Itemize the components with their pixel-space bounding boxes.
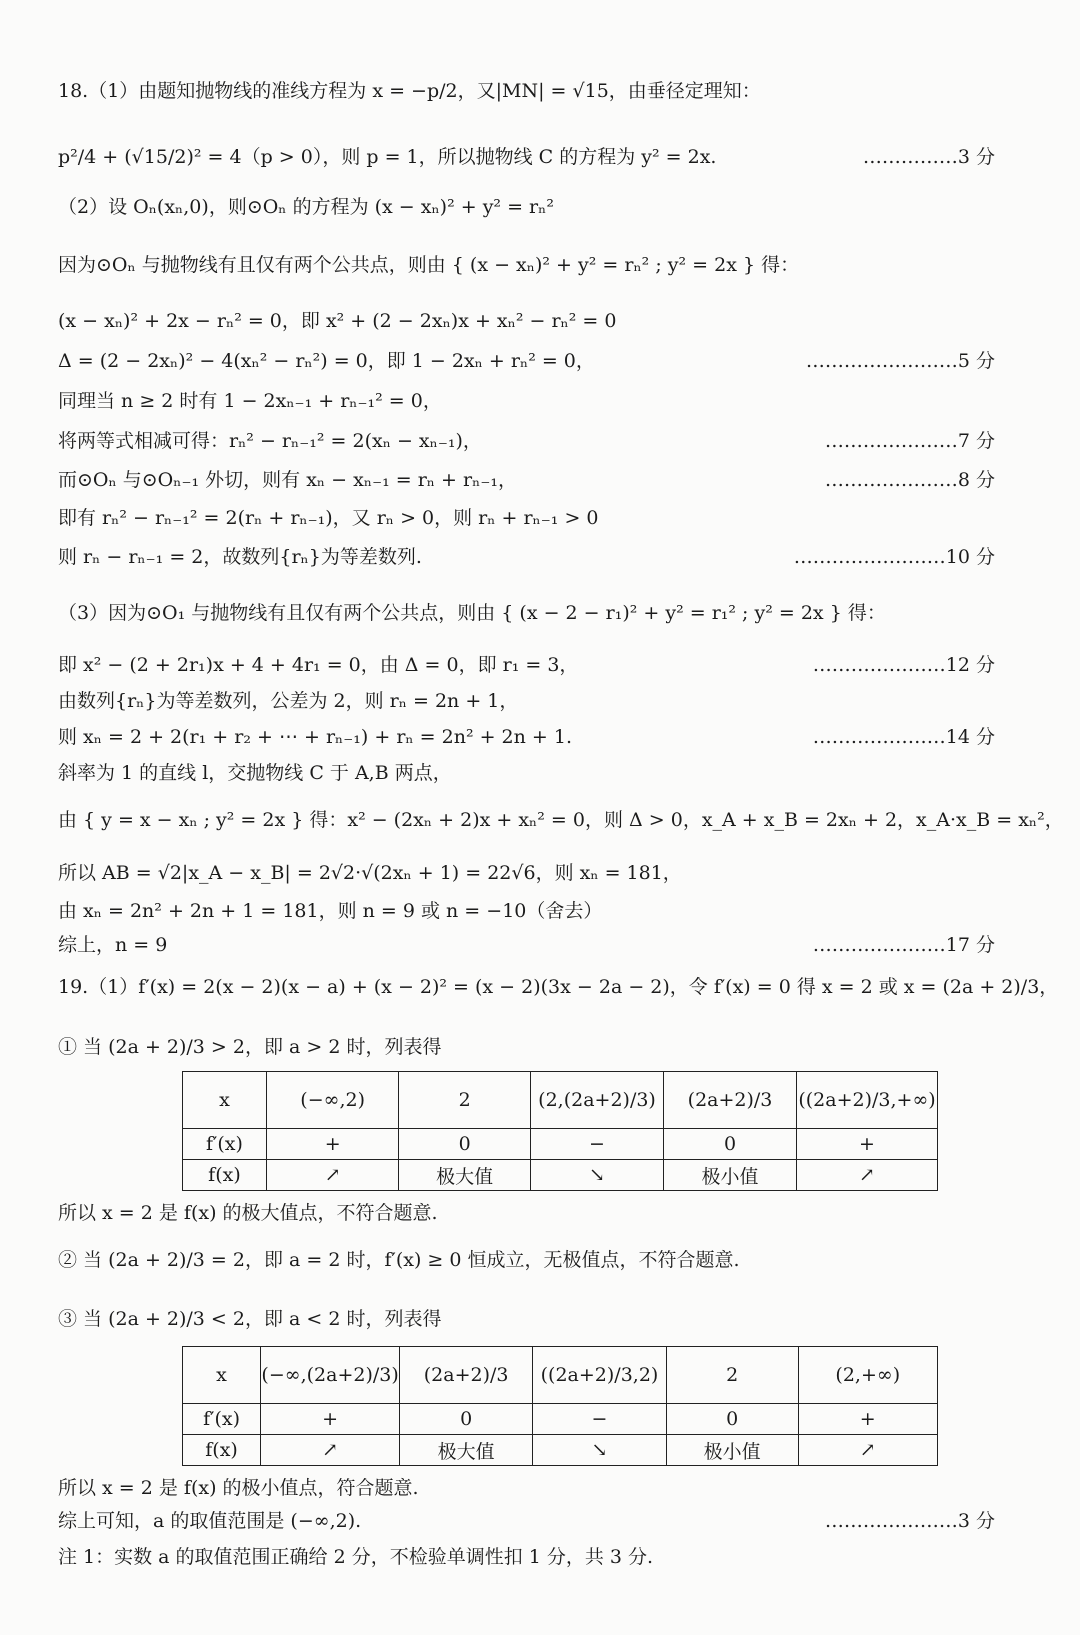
score-mark: …………………8 分 bbox=[824, 469, 995, 491]
table-cell: + bbox=[797, 1129, 938, 1160]
text-line: ③ 当 (2a + 2)/3 < 2，即 a < 2 时，列表得 bbox=[58, 1308, 442, 1330]
table-cell: + bbox=[261, 1404, 400, 1435]
table-cell: ↗ bbox=[261, 1435, 400, 1466]
table-cell: f′(x) bbox=[183, 1129, 267, 1160]
table-cell: ↘ bbox=[533, 1435, 667, 1466]
table-cell: − bbox=[533, 1404, 667, 1435]
derivative-table-1 bbox=[182, 1071, 938, 1191]
table-cell: 0 bbox=[399, 1129, 531, 1160]
table-header-cell: (2,(2a+2)/3) bbox=[530, 1072, 663, 1129]
text-line: 综上，n = 9 bbox=[58, 934, 168, 956]
table-header-cell: ((2a+2)/3,2) bbox=[533, 1347, 667, 1404]
text-line: 因为⊙Oₙ 与抛物线有且仅有两个公共点，则由 { (x − xₙ)² + y² = rₙ² ; y² = 2x } 得： bbox=[58, 254, 800, 276]
table-cell: 0 bbox=[666, 1404, 798, 1435]
table-cell: ↗ bbox=[797, 1160, 938, 1191]
text-line: Δ = (2 − 2xₙ)² − 4(xₙ² − rₙ²) = 0，即 1 − 2xₙ + rₙ² = 0， bbox=[58, 350, 595, 372]
table-header-cell: (−∞,2) bbox=[266, 1072, 399, 1129]
table-header-cell: (2,+∞) bbox=[798, 1347, 937, 1404]
table-cell: 0 bbox=[664, 1129, 797, 1160]
score-mark: ……………………5 分 bbox=[805, 350, 995, 372]
table-cell: 极大值 bbox=[399, 1160, 531, 1191]
text-line: 注 1：实数 a 的取值范围正确给 2 分，不检验单调性扣 1 分，共 3 分. bbox=[58, 1546, 654, 1568]
text-line: 所以 AB = √2|x_A − x_B| = 2√2·√(2xₙ + 1) = 22√6，则 xₙ = 181， bbox=[58, 862, 682, 884]
table-cell: + bbox=[798, 1404, 937, 1435]
text-line: ② 当 (2a + 2)/3 = 2，即 a = 2 时，f′(x) ≥ 0 恒成立，无极值点，不符合题意. bbox=[58, 1249, 740, 1271]
text-line: 18.（1）由题知抛物线的准线方程为 x = −p/2，又|MN| = √15，由垂径定理知： bbox=[58, 80, 761, 102]
table-cell: 极小值 bbox=[666, 1435, 798, 1466]
text-line: 所以 x = 2 是 f(x) 的极大值点，不符合题意. bbox=[58, 1202, 438, 1224]
score-mark: ……………3 分 bbox=[862, 146, 995, 168]
text-line: 所以 x = 2 是 f(x) 的极小值点，符合题意. bbox=[58, 1477, 419, 1499]
table-header-cell: 2 bbox=[399, 1072, 531, 1129]
text-line: p²/4 + (√15/2)² = 4（p > 0），则 p = 1，所以抛物线 C 的方程为 y² = 2x. bbox=[58, 146, 717, 168]
table-header-cell: (2a+2)/3 bbox=[400, 1347, 533, 1404]
table-header-cell: ((2a+2)/3,+∞) bbox=[797, 1072, 938, 1129]
text-line: ① 当 (2a + 2)/3 > 2，即 a > 2 时，列表得 bbox=[58, 1036, 442, 1058]
text-line: （3）因为⊙O₁ 与抛物线有且仅有两个公共点，则由 { (x − 2 − r₁)² + y² = r₁² ; y² = 2x } 得： bbox=[58, 602, 886, 624]
text-line: （2）设 Oₙ(xₙ,0)，则⊙Oₙ 的方程为 (x − xₙ)² + y² = rₙ² bbox=[58, 196, 554, 218]
table-cell: ↗ bbox=[798, 1435, 937, 1466]
text-line: 而⊙Oₙ 与⊙Oₙ₋₁ 外切，则有 xₙ − xₙ₋₁ = rₙ + rₙ₋₁， bbox=[58, 469, 517, 491]
table-cell: − bbox=[530, 1129, 663, 1160]
score-mark: …………………7 分 bbox=[824, 430, 995, 452]
text-line: 斜率为 1 的直线 l，交抛物线 C 于 A,B 两点， bbox=[58, 762, 452, 784]
score-mark: ……………………10 分 bbox=[793, 546, 995, 568]
table-header-cell: 2 bbox=[666, 1347, 798, 1404]
score-mark: …………………17 分 bbox=[812, 934, 995, 956]
text-line: 19.（1）f′(x) = 2(x − 2)(x − a) + (x − 2)² = (x − 2)(3x − 2a − 2)，令 f′(x) = 0 得 x = 2 或 x = (2a + 2)/3， bbox=[58, 976, 1059, 998]
table-cell: 极大值 bbox=[400, 1435, 533, 1466]
table-header-cell: x bbox=[183, 1347, 261, 1404]
table-cell: ↗ bbox=[266, 1160, 399, 1191]
text-line: 由 xₙ = 2n² + 2n + 1 = 181，则 n = 9 或 n = −10（舍去） bbox=[58, 900, 603, 922]
derivative-table-2 bbox=[182, 1346, 938, 1466]
table-cell: 0 bbox=[400, 1404, 533, 1435]
table-cell: f(x) bbox=[183, 1160, 267, 1191]
text-line: 同理当 n ≥ 2 时有 1 − 2xₙ₋₁ + rₙ₋₁² = 0， bbox=[58, 390, 442, 412]
table-header-cell: (2a+2)/3 bbox=[664, 1072, 797, 1129]
text-line: 将两等式相减可得：rₙ² − rₙ₋₁² = 2(xₙ − xₙ₋₁)， bbox=[58, 430, 482, 452]
text-line: 由 { y = x − xₙ ; y² = 2x } 得：x² − (2xₙ + 2)x + xₙ² = 0，则 Δ > 0，x_A + x_B = 2xₙ + 2，x_A·x_B = xₙ²， bbox=[58, 809, 1064, 831]
table-cell: ↘ bbox=[530, 1160, 663, 1191]
table-cell: 极小值 bbox=[664, 1160, 797, 1191]
table-cell: f′(x) bbox=[183, 1404, 261, 1435]
score-mark: …………………14 分 bbox=[812, 726, 995, 748]
table-header-cell: x bbox=[183, 1072, 267, 1129]
text-line: 即 x² − (2 + 2r₁)x + 4 + 4r₁ = 0，由 Δ = 0，即 r₁ = 3， bbox=[58, 654, 579, 676]
text-line: 即有 rₙ² − rₙ₋₁² = 2(rₙ + rₙ₋₁)，又 rₙ > 0，则 rₙ + rₙ₋₁ > 0 bbox=[58, 507, 599, 529]
text-line: (x − xₙ)² + 2x − rₙ² = 0，即 x² + (2 − 2xₙ)x + xₙ² − rₙ² = 0 bbox=[58, 310, 617, 332]
score-mark: …………………12 分 bbox=[812, 654, 995, 676]
text-line: 由数列{rₙ}为等差数列，公差为 2，则 rₙ = 2n + 1， bbox=[58, 690, 519, 712]
table-cell: + bbox=[266, 1129, 399, 1160]
table-header-cell: (−∞,(2a+2)/3) bbox=[261, 1347, 400, 1404]
score-mark: …………………3 分 bbox=[824, 1510, 995, 1532]
text-line: 综上可知，a 的取值范围是 (−∞,2). bbox=[58, 1510, 362, 1532]
text-line: 则 rₙ − rₙ₋₁ = 2，故数列{rₙ}为等差数列. bbox=[58, 546, 422, 568]
table-cell: f(x) bbox=[183, 1435, 261, 1466]
text-line: 则 xₙ = 2 + 2(r₁ + r₂ + ⋯ + rₙ₋₁) + rₙ = 2n² + 2n + 1. bbox=[58, 726, 573, 748]
